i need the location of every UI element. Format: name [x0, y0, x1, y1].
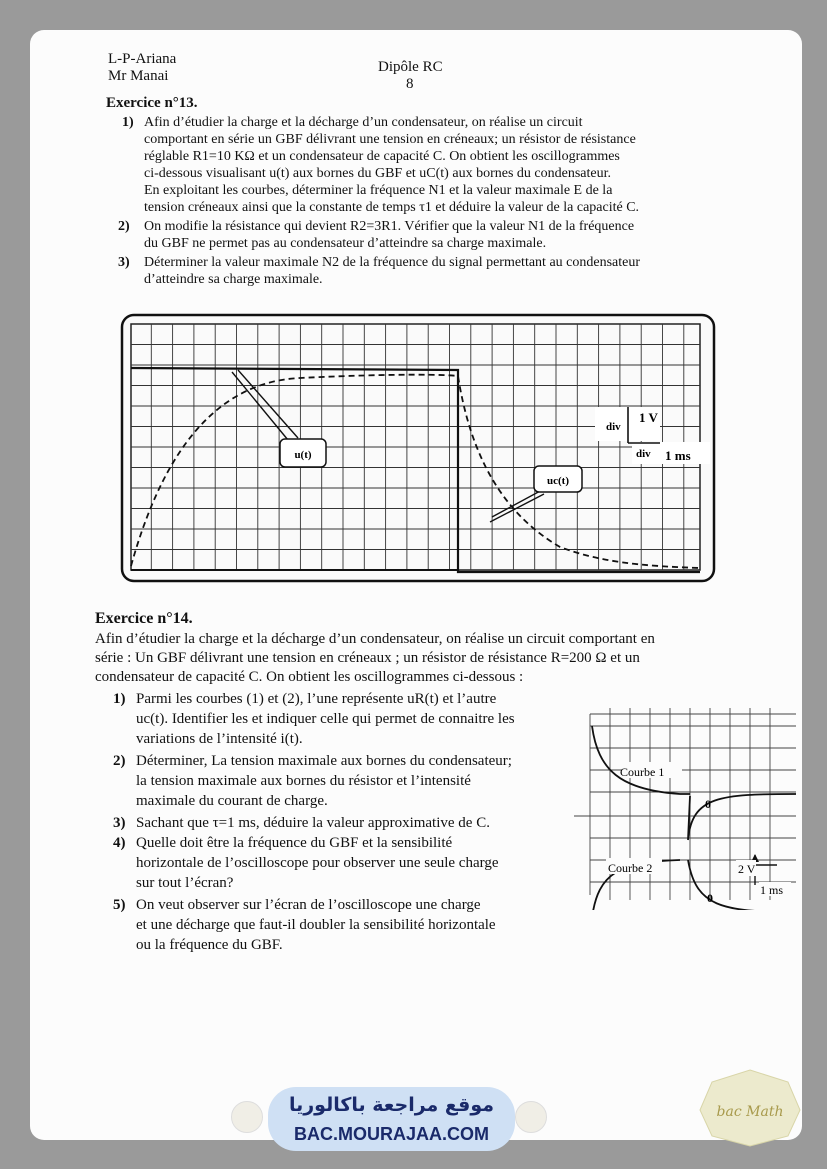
site-logo-left-icon	[231, 1101, 263, 1133]
exercise-13-title: Exercice n°13.	[106, 95, 198, 111]
ex14-item-5-line-1: On veut observer sur l’écran de l’oscilloscope une charge	[136, 897, 481, 913]
ex14-item-5-line-2: et une décharge que faut-il doubler la sensibilité horizontale	[136, 917, 496, 933]
ex14-item-3-number: 3)	[113, 815, 126, 831]
ex14-intro-line-2: série : Un GBF délivrant une tension en créneaux ; un résistor de résistance R=200 Ω et un	[95, 650, 640, 666]
ex13-item-2-line-2: du GBF ne permet pas au condensateur d’atteindre sa charge maximale.	[144, 236, 547, 251]
ex14-intro-line-1: Afin d’étudier la charge et la décharge d’un condensateur, on réalise un circuit comportant en	[95, 631, 655, 647]
ex14-zero-label-bottom: 0	[707, 891, 713, 905]
ex14-curve-1-label: Courbe 1	[620, 765, 665, 779]
ex13-vsens: 1 V	[639, 410, 658, 425]
ex14-item-2-line-3: maximale du courant de charge.	[136, 793, 328, 809]
ex13-item-3-number: 3)	[118, 255, 130, 270]
ex14-item-4-number: 4)	[113, 835, 126, 851]
topic-title: Dipôle RC	[378, 59, 443, 75]
school-name: L-P-Ariana	[108, 51, 177, 67]
ex14-item-3-line-1: Sachant que τ=1 ms, déduire la valeur approximative de C.	[136, 815, 490, 831]
bac-math-logo-icon	[698, 1068, 802, 1148]
ex14-hsens: 1 ms	[760, 883, 784, 897]
ex14-curve-1	[592, 726, 796, 840]
ex14-item-1-number: 1)	[113, 691, 126, 707]
ex13-item-3-line-1: Déterminer la valeur maximale N2 de la fréquence du signal permettant au condensateur	[144, 255, 641, 270]
ex14-zero-label-top: 0	[705, 797, 711, 811]
ex13-oscilloscope-figure	[120, 312, 720, 586]
site-logo-right-icon	[515, 1101, 547, 1133]
exercise-14-title: Exercice n°14.	[95, 610, 193, 627]
ex14-vsens: 2 V	[738, 862, 756, 876]
ex13-vdiv-label: div	[606, 421, 621, 433]
ex13-item-1-line-4: ci-dessous visualisant u(t) aux bornes du GBF et uC(t) aux bornes du condensateur.	[144, 166, 611, 181]
ex14-item-2-line-1: Déterminer, La tension maximale aux bornes du condensateur;	[136, 753, 512, 769]
ex14-item-2-number: 2)	[113, 753, 126, 769]
ex14-intro-line-3: condensateur de capacité C. On obtient les oscillogrammes ci-dessous :	[95, 669, 524, 685]
ex13-item-1-line-3: réglable R1=10 KΩ et un condensateur de capacité C. On obtient les oscillogrammes	[144, 149, 620, 164]
ex14-item-4-line-1: Quelle doit être la fréquence du GBF et la sensibilité	[136, 835, 453, 851]
ex14-item-5-line-3: ou la fréquence du GBF.	[136, 937, 283, 953]
footer-arabic-title[interactable]: موقع مراجعة باكالوريا	[288, 1094, 495, 1116]
ex14-oscillogram-figure	[570, 700, 802, 910]
ex13-item-1-line-1: Afin d’étudier la charge et la décharge d’un condensateur, on réalise un circuit	[144, 115, 583, 130]
ex14-item-1-line-2: uc(t). Identifier les et indiquer celle qui permet de connaitre les	[136, 711, 515, 727]
ex13-item-1-line-2: comportant en série un GBF délivrant une tension en créneaux; un résistor de résistance	[144, 132, 636, 147]
teacher-name: Mr Manai	[108, 68, 169, 84]
footer-site-url[interactable]: BAC.MOURAJAA.COM	[294, 1124, 489, 1144]
ex13-item-2-number: 2)	[118, 219, 130, 234]
page-number: 8	[406, 76, 414, 92]
ex13-hdiv-label: div	[636, 448, 651, 460]
ex13-item-2-line-1: On modifie la résistance qui devient R2=3R1. Vérifier que la valeur N1 de la fréquence	[144, 219, 635, 234]
ex14-curve-2-label: Courbe 2	[608, 861, 653, 875]
bac-math-logo-text: bac Math	[716, 1104, 784, 1120]
ex14-item-1-line-3: variations de l’intensité i(t).	[136, 731, 303, 747]
ex14-item-4-line-3: sur tout l’écran?	[136, 875, 234, 891]
document-page	[30, 30, 802, 1140]
ex14-item-4-line-2: horizontale de l’oscilloscope pour observer une seule charge	[136, 855, 499, 871]
ex14-item-2-line-2: la tension maximale aux bornes du résistor et l’intensité	[136, 773, 471, 789]
ex13-item-1-number: 1)	[122, 115, 134, 130]
ex14-item-5-number: 5)	[113, 897, 126, 913]
ex13-item-1-line-5: En exploitant les courbes, déterminer la fréquence N1 et la valeur maximale E de la	[144, 183, 613, 198]
ex13-item-3-line-2: d’atteindre sa charge maximale.	[144, 272, 323, 287]
ex13-hsens: 1 ms	[665, 448, 691, 463]
ex13-uc-label: uc(t)	[547, 475, 569, 487]
ex13-u-label: u(t)	[294, 449, 312, 461]
ex14-item-1-line-1: Parmi les courbes (1) et (2), l’une représente uR(t) et l’autre	[136, 691, 497, 707]
ex13-item-1-line-6: tension créneaux ainsi que la constante de temps τ1 et déduire la valeur de la capacité C.	[144, 200, 640, 215]
